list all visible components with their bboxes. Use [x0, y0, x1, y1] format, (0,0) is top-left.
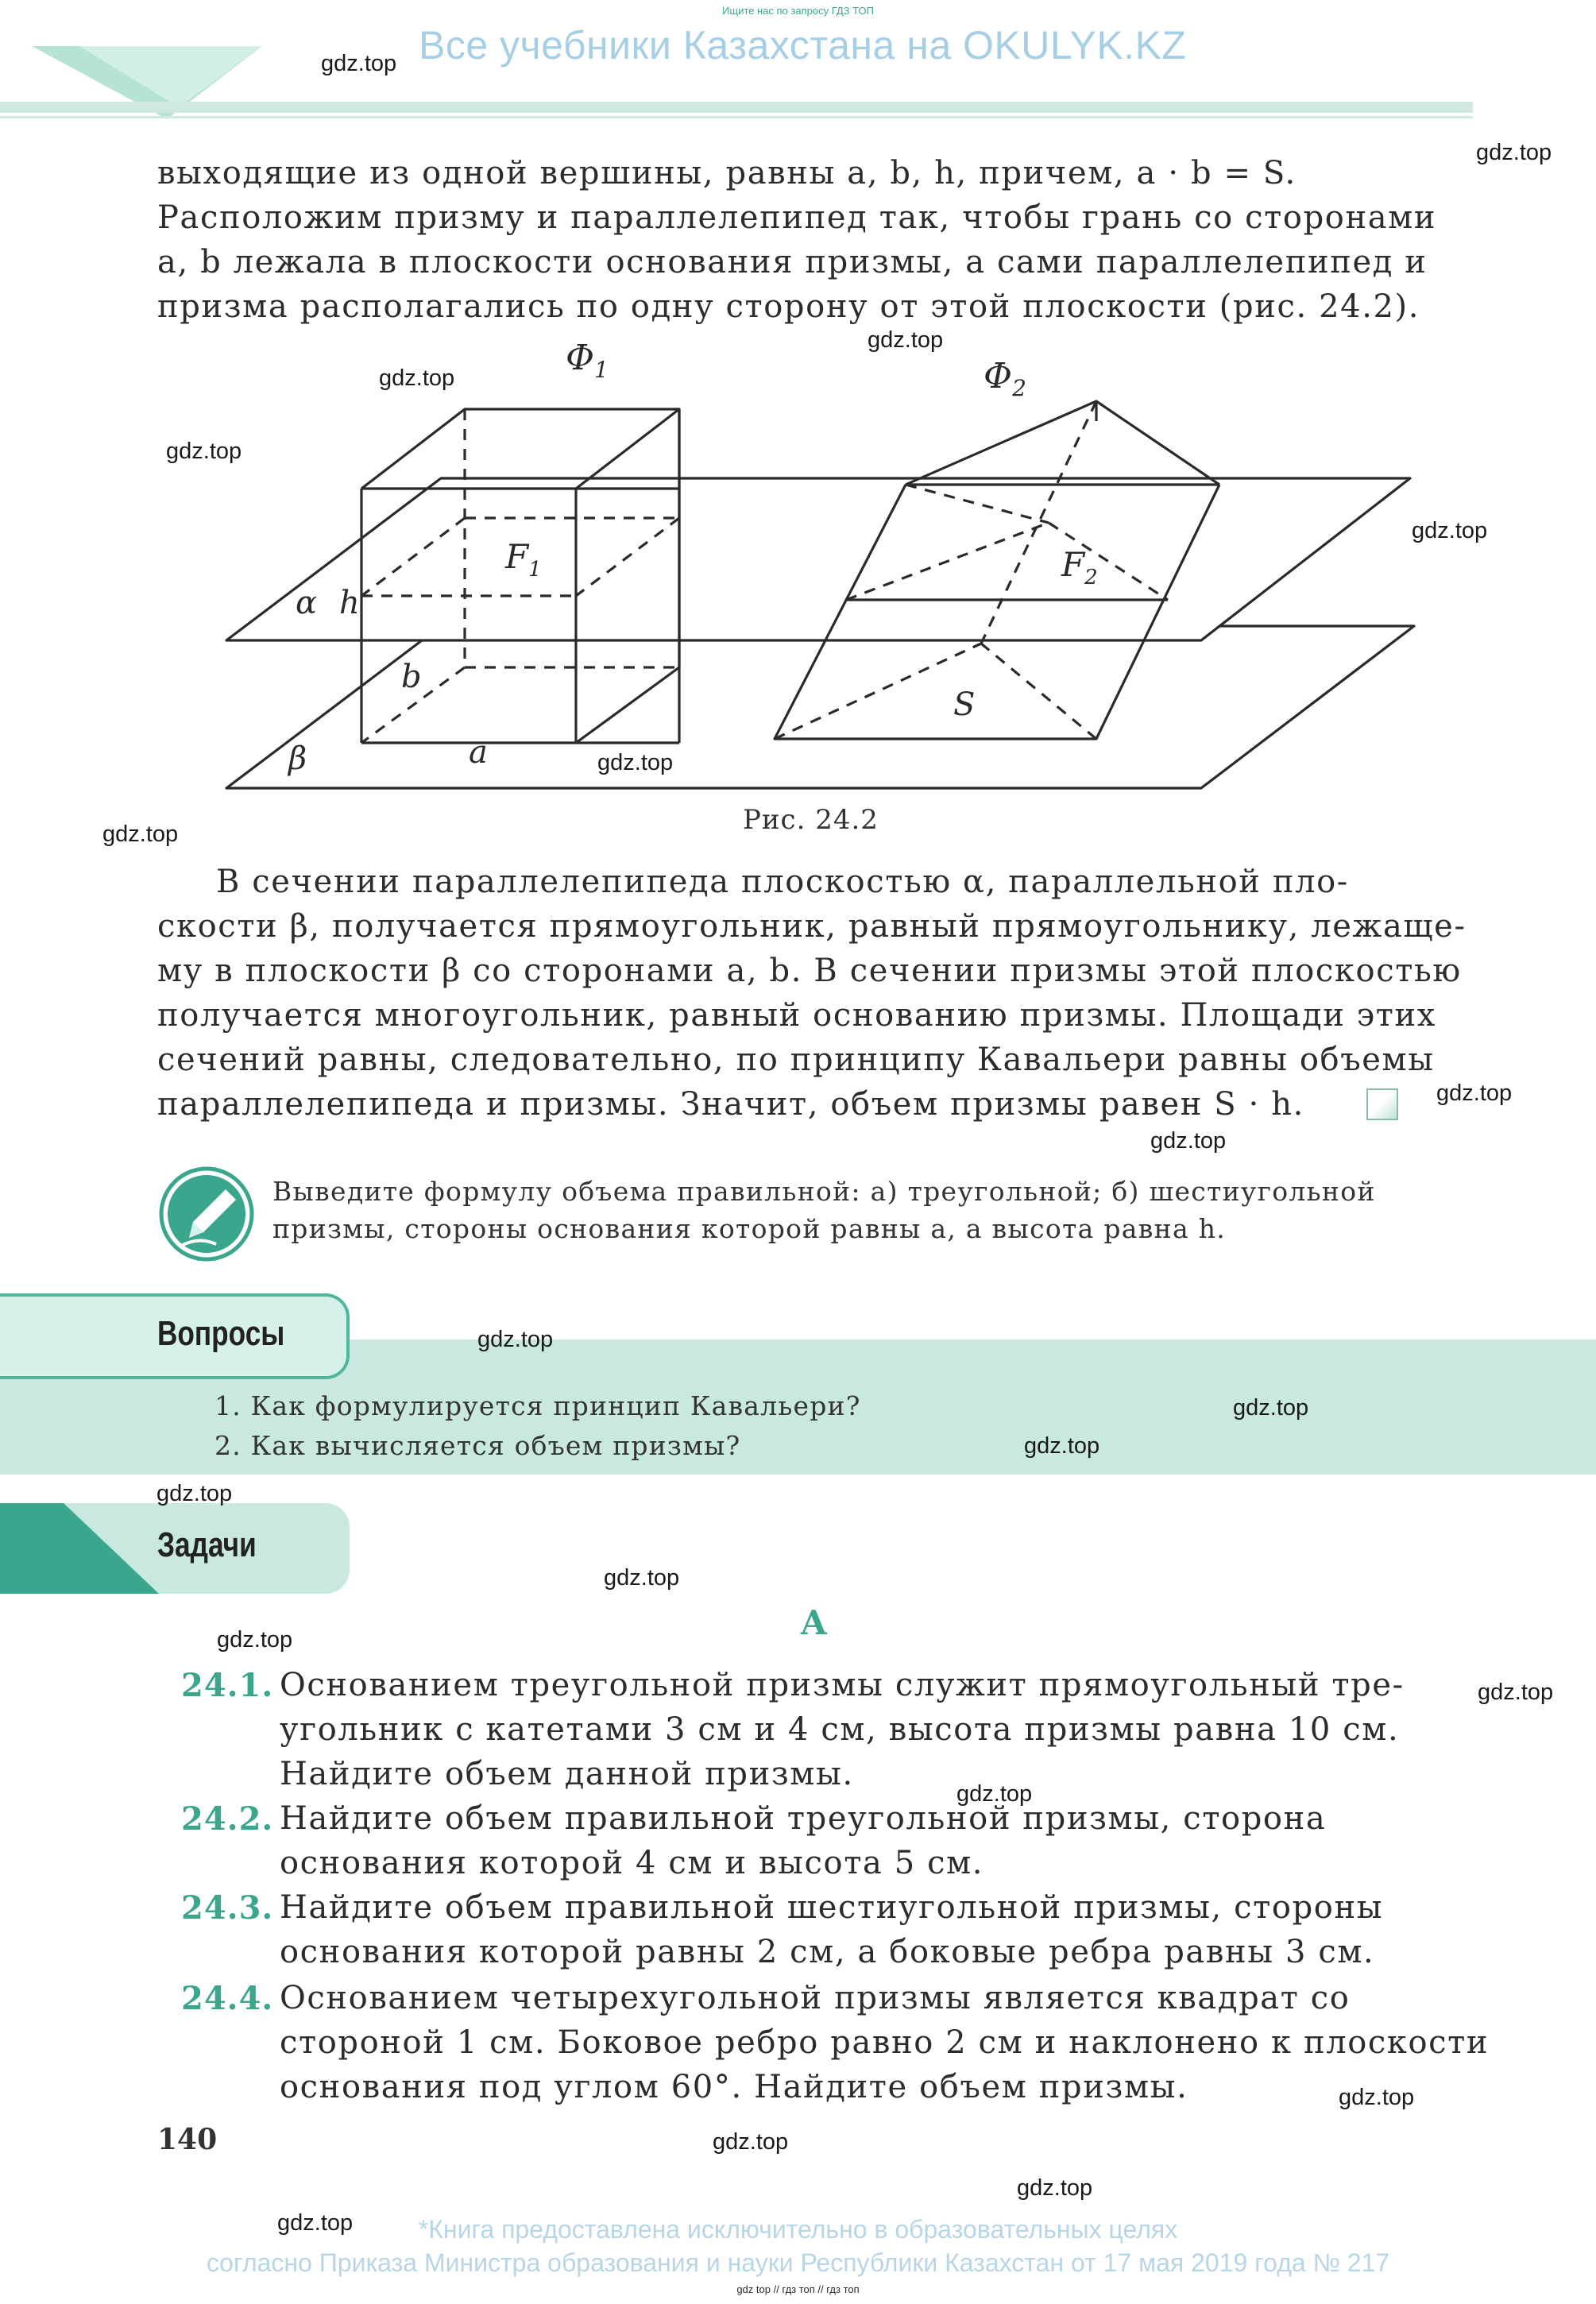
watermark: gdz.top [166, 439, 242, 464]
problem-line: основания под углом 60°. Найдите объем призмы. [280, 2069, 1188, 2105]
intro-paragraph [157, 151, 1473, 329]
watermark: gdz.top [597, 750, 674, 775]
questions-title: Вопросы [157, 1314, 285, 1353]
site-banner[interactable]: Все учебники Казахстана на OKULYK.KZ [419, 23, 1187, 68]
problem-line: Найдите объем данной призмы. [280, 1756, 854, 1792]
task-note-line: призмы, стороны основания которой равны a, а высота равна h. [272, 1213, 1227, 1244]
proof-paragraph [157, 860, 1473, 1127]
figure-24-2 [0, 334, 1596, 826]
problem-number: 24.3. [181, 1889, 274, 1927]
proof-line: сечений равны, следовательно, по принципу Кавальери равны объемы [157, 1042, 1435, 1078]
question-item: 2. Как вычисляется объем призмы? [214, 1430, 741, 1461]
plane-alpha [226, 478, 1410, 640]
watermark: gdz.top [1339, 2085, 1415, 2110]
problem-line: Основанием треугольной призмы служит прямоугольный тре- [280, 1667, 1405, 1703]
header-rule-thin [0, 116, 1473, 118]
watermark: gdz.top [1233, 1395, 1309, 1421]
label-alpha: α [296, 585, 318, 621]
watermark: gdz.top [1150, 1128, 1227, 1154]
problem-line: основания которой равны 2 см, а боковые ребра равны 3 см. [280, 1934, 1375, 1970]
task-note-line: Выведите формулу объема правильной: а) треугольной; б) шестиугольной [272, 1176, 1376, 1207]
label-phi2: $\Phi_2$ [983, 356, 1026, 401]
intro-line: выходящие из одной вершины, равны a, b, h, причем, a · b = S. [157, 155, 1297, 191]
watermark: gdz.top [157, 1481, 233, 1506]
problem-number: 24.1. [181, 1667, 274, 1704]
problem-line: Найдите объем правильной треугольной призмы, сторона [280, 1800, 1327, 1837]
tasks-title: Задачи [157, 1525, 257, 1564]
intro-line: призма располагались по одну сторону от этой плоскости (рис. 24.2). [157, 288, 1420, 325]
problem-line: Найдите объем правильной шестиугольной призмы, стороны [280, 1889, 1384, 1926]
watermark: gdz.top [477, 1327, 554, 1352]
pencil-icon [157, 1165, 256, 1263]
footer-line: *Книга предоставлена исключительно в образовательных целях [418, 2215, 1178, 2244]
problem-line: стороной 1 см. Боковое ребро равно 2 см и наклонено к плоскости [280, 2024, 1490, 2061]
watermark: gdz.top [1476, 140, 1552, 165]
problem-number: 24.2. [181, 1800, 274, 1838]
label-h: h [339, 585, 360, 621]
difficulty-level: A [801, 1603, 827, 1642]
footer-line: согласно Приказа Министра образования и науки Республики Казахстан от 17 мая 2019 года № 217 [206, 2248, 1390, 2277]
label-S: S [953, 686, 976, 723]
watermark: gdz.top [868, 327, 944, 353]
intro-line: a, b лежала в плоскости основания призмы, а сами параллелепипед и [157, 244, 1428, 280]
watermark: gdz.top [1017, 2175, 1093, 2201]
watermark: gdz.top [277, 2210, 354, 2236]
watermark: gdz.top [956, 1781, 1033, 1807]
problem-line: Основанием четырехугольной призмы является квадрат со [280, 1980, 1351, 2016]
watermark: gdz.top [379, 365, 455, 391]
label-F1: $F_1$ [505, 537, 542, 582]
end-of-proof-icon [1366, 1088, 1398, 1120]
figure-caption: Рис. 24.2 [743, 804, 879, 836]
page-number: 140 [157, 2123, 218, 2156]
label-a: a [469, 734, 488, 771]
footer-tiny: gdz top // гдз топ // гдз топ [736, 2283, 860, 2295]
label-b: b [401, 659, 422, 695]
watermark: gdz.top [217, 1627, 293, 1653]
tasks-tab-decoration [0, 1503, 159, 1594]
question-item: 1. Как формулируется принцип Кавальери? [214, 1390, 861, 1421]
watermark: gdz.top [321, 51, 397, 76]
proof-line: В сечении параллелепипеда плоскостью α, параллельной пло- [216, 864, 1349, 900]
intro-line: Расположим призму и параллелепипед так, чтобы грань со сторонами [157, 199, 1437, 236]
watermark: gdz.top [1436, 1080, 1513, 1106]
watermark: gdz.top [1024, 1433, 1100, 1459]
watermark: gdz.top [604, 1565, 680, 1591]
task-note [272, 1173, 1476, 1247]
proof-line: получается многоугольник, равный основанию призмы. Площади этих [157, 997, 1436, 1034]
watermark: gdz.top [102, 821, 179, 847]
header-rule [0, 102, 1473, 113]
top-note: Ищите нас по запросу ГДЗ ТОП [722, 5, 874, 17]
watermark: gdz.top [1412, 518, 1488, 543]
label-beta: β [288, 740, 307, 777]
proof-line: параллелепипеда и призмы. Значит, объем призмы равен S · h. [157, 1086, 1304, 1123]
label-F2: $F_2$ [1061, 545, 1098, 590]
watermark: gdz.top [713, 2129, 789, 2155]
label-phi1: $\Phi_1$ [566, 338, 609, 383]
problem-line: угольник с катетами 3 см и 4 см, высота призмы равна 10 см. [280, 1711, 1400, 1748]
proof-line: му в плоскости β со сторонами a, b. В сечении призмы этой плоскостью [157, 953, 1462, 989]
problem-line: основания которой 4 см и высота 5 см. [280, 1845, 984, 1881]
problem-number: 24.4. [181, 1980, 274, 2017]
proof-line: скости β, получается прямоугольник, равный прямоугольнику, лежаще- [157, 908, 1467, 945]
watermark: gdz.top [1478, 1680, 1554, 1705]
